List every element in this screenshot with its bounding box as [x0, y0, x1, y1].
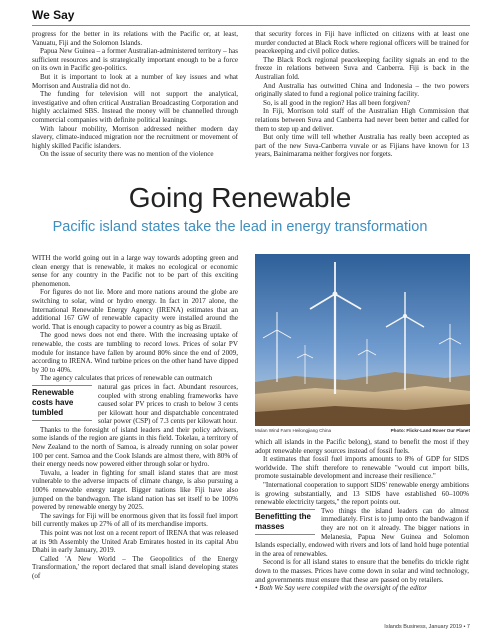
article-column-right	[255, 438, 469, 593]
article-subtitle: Pacific island states take the lead in energy transformation	[52, 219, 428, 235]
paragraph: Thanks to the foresight of island leaders and their policy advisers, some islands of the region are giants in this field. Tokelau, a territory of New Zealand to the north of Samoa, is already running on solar power 100 per cent. Samoa and the Cook Islands are almost there, with 80% of their energy needs now powered either through solar or hydro.	[32, 425, 238, 469]
paragraph: But it is important to look at a number of key issues and what Morrison and Australia did not do.	[32, 72, 238, 90]
photo-credit: Photo: Flickr-Land Rover Our Planet	[390, 428, 470, 433]
article-column-left	[32, 254, 238, 581]
editor-note: • Both We Say were compiled with the oversight of the editor	[255, 584, 427, 593]
paragraph: Two things the island leaders can do almost immediately. First is to jump onto the bandwagon if they are not on it already. The bigger nations in Melanesia, Papua New Guinea and Solomon Islands especially, endowed with rivers and lots of land hold huge potential in the area of renewables.	[255, 506, 469, 558]
header-rule	[32, 25, 470, 26]
paragraph: So, is all good in the region? Has all been forgiven?	[263, 98, 411, 107]
photo-caption	[255, 428, 470, 433]
paragraph: This point was not lost on a recent report of IRENA that was released at its 9th Assembly the United Arab Emirates hosted in its capital Abu Dhabi in early January, 2019.	[32, 529, 238, 555]
pull-quote: Benefitting the masses	[255, 509, 315, 535]
paragraph: On the issue of security there was no mention of the violence	[40, 150, 214, 159]
caption-text: Mulan Wind Farm Heilongjiang China	[255, 428, 332, 433]
paragraph: The Black Rock regional peacekeeping facility signals an end to the freeze in relations between Suva and Canberra. Fiji is back in the Australian fold.	[255, 55, 469, 81]
paragraph: The funding for television will not support the analytical, investigative and often critical Australian Broadcasting Corporation and highly acclaimed SBS. Instead the money will be channelled through commercial companies with definite political leanings.	[32, 90, 238, 124]
paragraph: With labour mobility, Morrison addressed neither modern day slavery, climate-induced migration nor the recruitment or movement of highly skilled Pacific islanders.	[32, 124, 238, 150]
pull-quote: Renewable costs have tumbled	[32, 385, 92, 421]
section-label: We Say	[32, 8, 75, 22]
page-footer: Islands Business, January 2019 • 7	[384, 624, 470, 630]
paragraph: For figures do not lie. More and more nations around the globe are switching to solar, wind or hydro energy. In fact in 2017 alone, the International Renewable Energy Agency (IRENA) estimates that an additional 167 GW of renewable capacity were installed around the world. That is enough capacity to power a country as big as Brazil.	[32, 288, 238, 331]
paragraph: But only time will tell whether Australia has really been accepted as part of the new Suva-Canberra vuvale or as Fijians have known for 13 years, Bainimarama neither forgives nor forgets.	[255, 133, 469, 159]
previous-article-column-right	[255, 30, 469, 159]
page-header	[0, 0, 480, 28]
paragraph: And Australia has outwitted China and Indonesia – the two powers originally slated to fund a regional police training facility.	[255, 81, 469, 99]
paragraph: "International cooperation to support SIDS' renewable energy ambitions is growing substantially, and 13 SIDS have established 60–100% renewable electricity targets," the report points out.	[255, 480, 469, 507]
paragraph: Second is for all island states to ensure that the benefits do trickle right down to the masses. Prices have come down in solar and wind technology, and governments must ensure that these are passed on by retailers.	[255, 558, 469, 584]
wind-farm-photo	[255, 254, 470, 426]
paragraph: progress for the better in its relations with the Pacific or, at least, Vanuatu, Fiji and the Solomon Islands.	[32, 30, 238, 47]
editor-note-text: Both We Say were compiled with the oversight of the editor	[259, 584, 427, 593]
paragraph: The savings for Fiji will be enormous given that its fossil fuel import bill currently makes up 27% of all of its merchandise imports.	[32, 511, 238, 529]
article-title: Going Renewable	[128, 182, 352, 213]
wind-turbines-image	[255, 254, 470, 426]
paragraph: that security forces in Fiji have inflicted on citizens with at least one murder conducted at Black Rock where regional officers will be trained for peacekeeping and civil police duties.	[255, 30, 469, 56]
paragraph: It estimates that fossil fuel imports amounts to 8% of GDP for SIDS worldwide. The shift therefore to renewable "would cut import bills, promote sustainable development and increase their resilience."	[255, 455, 469, 481]
paragraph: Called 'A New World – The Geopolitics of the Energy Transformation,' the report declared that small island developing states (of	[32, 554, 238, 580]
paragraph: natural gas prices in fact. Abundant resources, coupled with strong enabling frameworks have caused solar PV prices to crash to below 3 cents per kilowatt hour and dispatchable concentrated solar power (CSP) of 7.3 cents per kilowatt hour.	[98, 382, 238, 426]
paragraph: In Fiji, Morrison told staff of the Australian High Commission that relations between Suva and Canberra had never been better and called for them to step up and deliver.	[255, 107, 469, 133]
paragraph: WITH the world going out in a large way towards adopting green and clean energy that is renewable, it makes no ecological or economic sense for any country in the Pacific not to be part of this exciting phenomenon.	[32, 254, 238, 288]
paragraph: The agency calculates that prices of renewable can outmatch	[40, 374, 213, 383]
paragraph: Papua New Guinea – a former Australian-administered territory – has sufficient resources and is strategically important enough to be a force on its own in Pacific geo-politics.	[32, 47, 238, 73]
paragraph: Tuvalu, a leader in fighting for small island states that are most vulnerable to the adverse impacts of climate change, is also pursuing a 100% renewable energy target. Bigger nations like Fiji have also jumped on the bandwagon. The island nation has set itself to be 100% powered by renewable energy by 2025.	[32, 468, 238, 512]
paragraph: which all islands in the Pacific belong), stand to benefit the most if they adopt renewable energy sources instead of fossil fuels.	[255, 438, 469, 455]
paragraph: The good news does not end there. With the increasing uptake of renewable, the costs are tumbling to record lows. Prices of solar PV module for instance have fallen by around 80% since the end of 2009, according to IRENA. Wind turbine prices on the other hand have dipped by 30 to 40%.	[32, 331, 238, 374]
previous-article-column-left	[32, 30, 238, 159]
